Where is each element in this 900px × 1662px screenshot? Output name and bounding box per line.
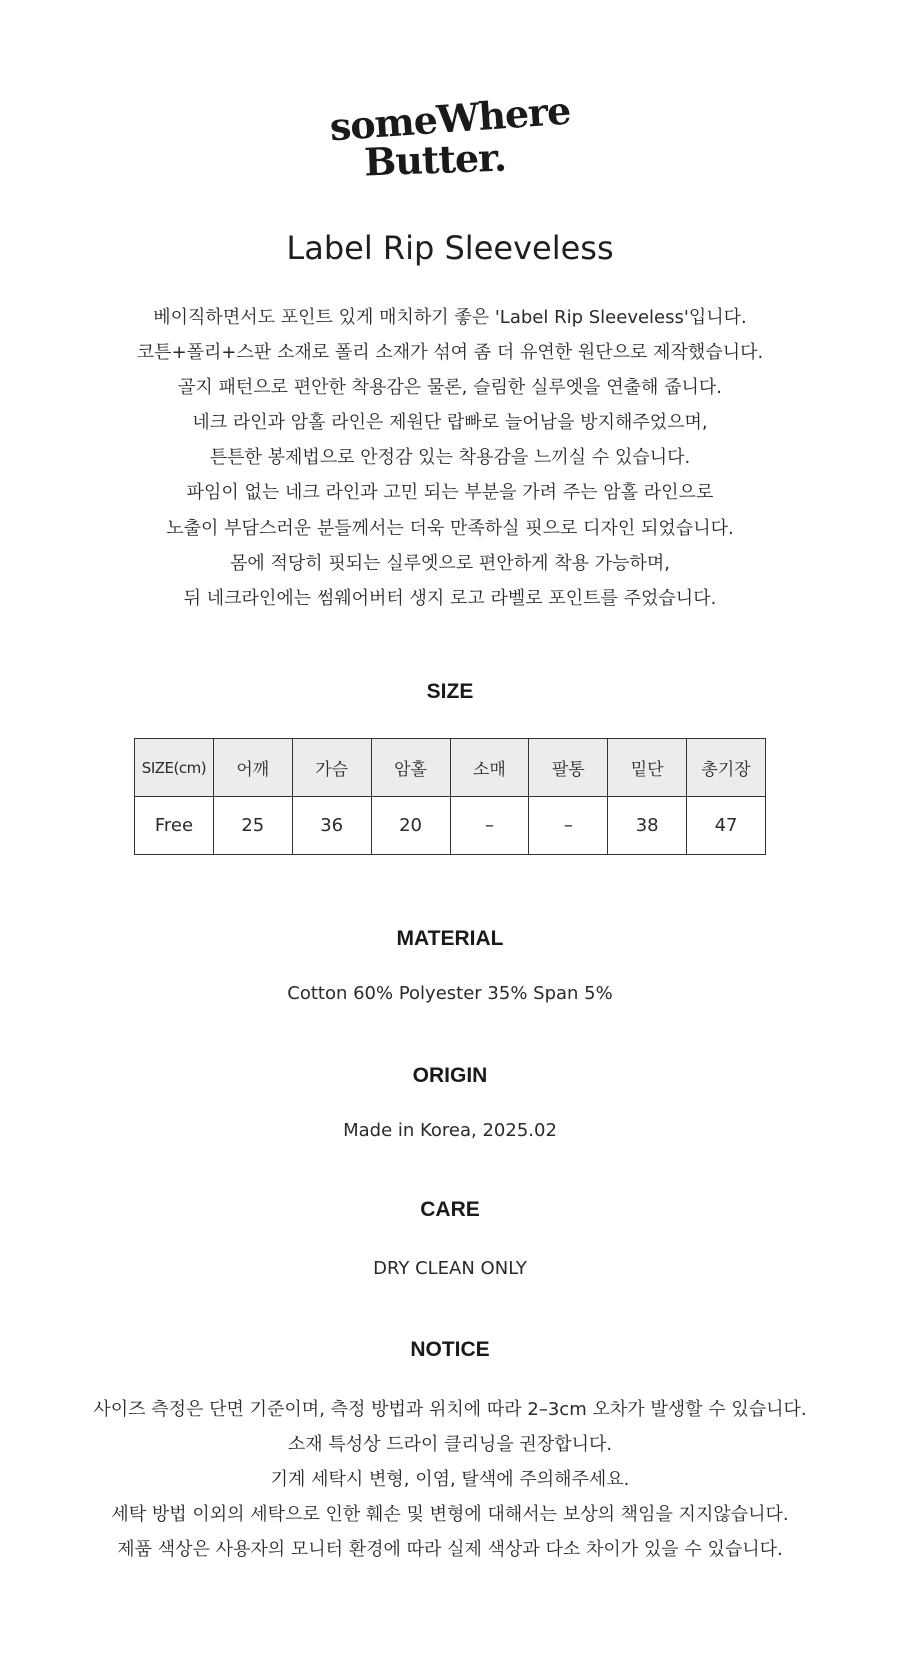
notice-heading: NOTICE	[410, 1338, 490, 1361]
notice-line: 사이즈 측정은 단면 기준이며, 측정 방법과 위치에 따라 2–3cm 오차가 발생할 수 있습니다.	[93, 1399, 807, 1420]
size-table-cell: –	[529, 797, 608, 855]
size-table-header-row	[135, 739, 766, 797]
material-text: Cotton 60% Polyester 35% Span 5%	[287, 983, 613, 1004]
care-text: DRY CLEAN ONLY	[373, 1258, 527, 1279]
size-table	[134, 738, 766, 855]
brand-logo-line1: someWhere	[328, 87, 572, 150]
care-heading: CARE	[420, 1198, 480, 1221]
description-line: 코튼+폴리+스판 소재로 폴리 소재가 섞여 좀 더 유연한 원단으로 제작했습니다.	[136, 342, 764, 364]
description-line: 튼튼한 봉제법으로 안정감 있는 착용감을 느끼실 수 있습니다.	[209, 447, 691, 469]
size-table-cell: 25	[213, 797, 292, 855]
size-table-cell: 47	[687, 797, 766, 855]
size-table-header: SIZE(cm)	[135, 739, 214, 797]
product-title: Label Rip Sleeveless	[286, 229, 614, 267]
product-description	[0, 300, 900, 616]
description-line: 파임이 없는 네크 라인과 고민 되는 부분을 가려 주는 암홀 라인으로	[186, 482, 714, 504]
size-table-cell: –	[450, 797, 529, 855]
description-line: 골지 패턴으로 편안한 착용감은 물론, 슬림한 실루엣을 연출해 줍니다.	[177, 377, 723, 399]
size-table-cell: Free	[135, 797, 214, 855]
notice-line: 소재 특성상 드라이 클리닝을 권장합니다.	[287, 1434, 613, 1455]
notice-line: 제품 색상은 사용자의 모니터 환경에 따라 실제 색상과 다소 차이가 있을 수 있습니다.	[117, 1539, 783, 1560]
origin-heading: ORIGIN	[412, 1064, 488, 1087]
notice-line: 기계 세탁시 변형, 이염, 탈색에 주의해주세요.	[270, 1469, 630, 1490]
size-table-cell: 38	[608, 797, 687, 855]
size-table-cell: 36	[292, 797, 371, 855]
size-table-header: 팔통	[529, 739, 608, 797]
description-line: 노출이 부담스러운 분들께서는 더욱 만족하실 핏으로 디자인 되었습니다.	[166, 517, 734, 539]
notice-list	[0, 1392, 900, 1567]
brand-logo	[0, 87, 900, 188]
origin-text: Made in Korea, 2025.02	[343, 1120, 557, 1141]
size-table-header: 소매	[450, 739, 529, 797]
size-table-header: 암홀	[371, 739, 450, 797]
notice-line: 세탁 방법 이외의 세탁으로 인한 훼손 및 변형에 대해서는 보상의 책임을 지지않습니다.	[111, 1504, 789, 1525]
description-line: 몸에 적당히 핏되는 실루엣으로 편안하게 착용 가능하며,	[230, 552, 670, 574]
description-line: 베이직하면서도 포인트 있게 매치하기 좋은 'Label Rip Sleeveless'입니다.	[153, 307, 747, 328]
table-row	[135, 797, 766, 855]
size-table-header: 가슴	[292, 739, 371, 797]
description-line: 뒤 네크라인에는 썸웨어버터 생지 로고 라벨로 포인트를 주었습니다.	[183, 587, 717, 609]
brand-logo-line2: Butter.	[363, 134, 507, 185]
size-table-header: 어깨	[213, 739, 292, 797]
size-table-cell: 20	[371, 797, 450, 855]
size-heading: SIZE	[426, 680, 474, 703]
size-table-header: 밑단	[608, 739, 687, 797]
description-line: 네크 라인과 암홀 라인은 제원단 랍빠로 늘어남을 방지해주었으며,	[192, 412, 708, 434]
material-heading: MATERIAL	[396, 927, 504, 950]
size-table-header: 총기장	[687, 739, 766, 797]
